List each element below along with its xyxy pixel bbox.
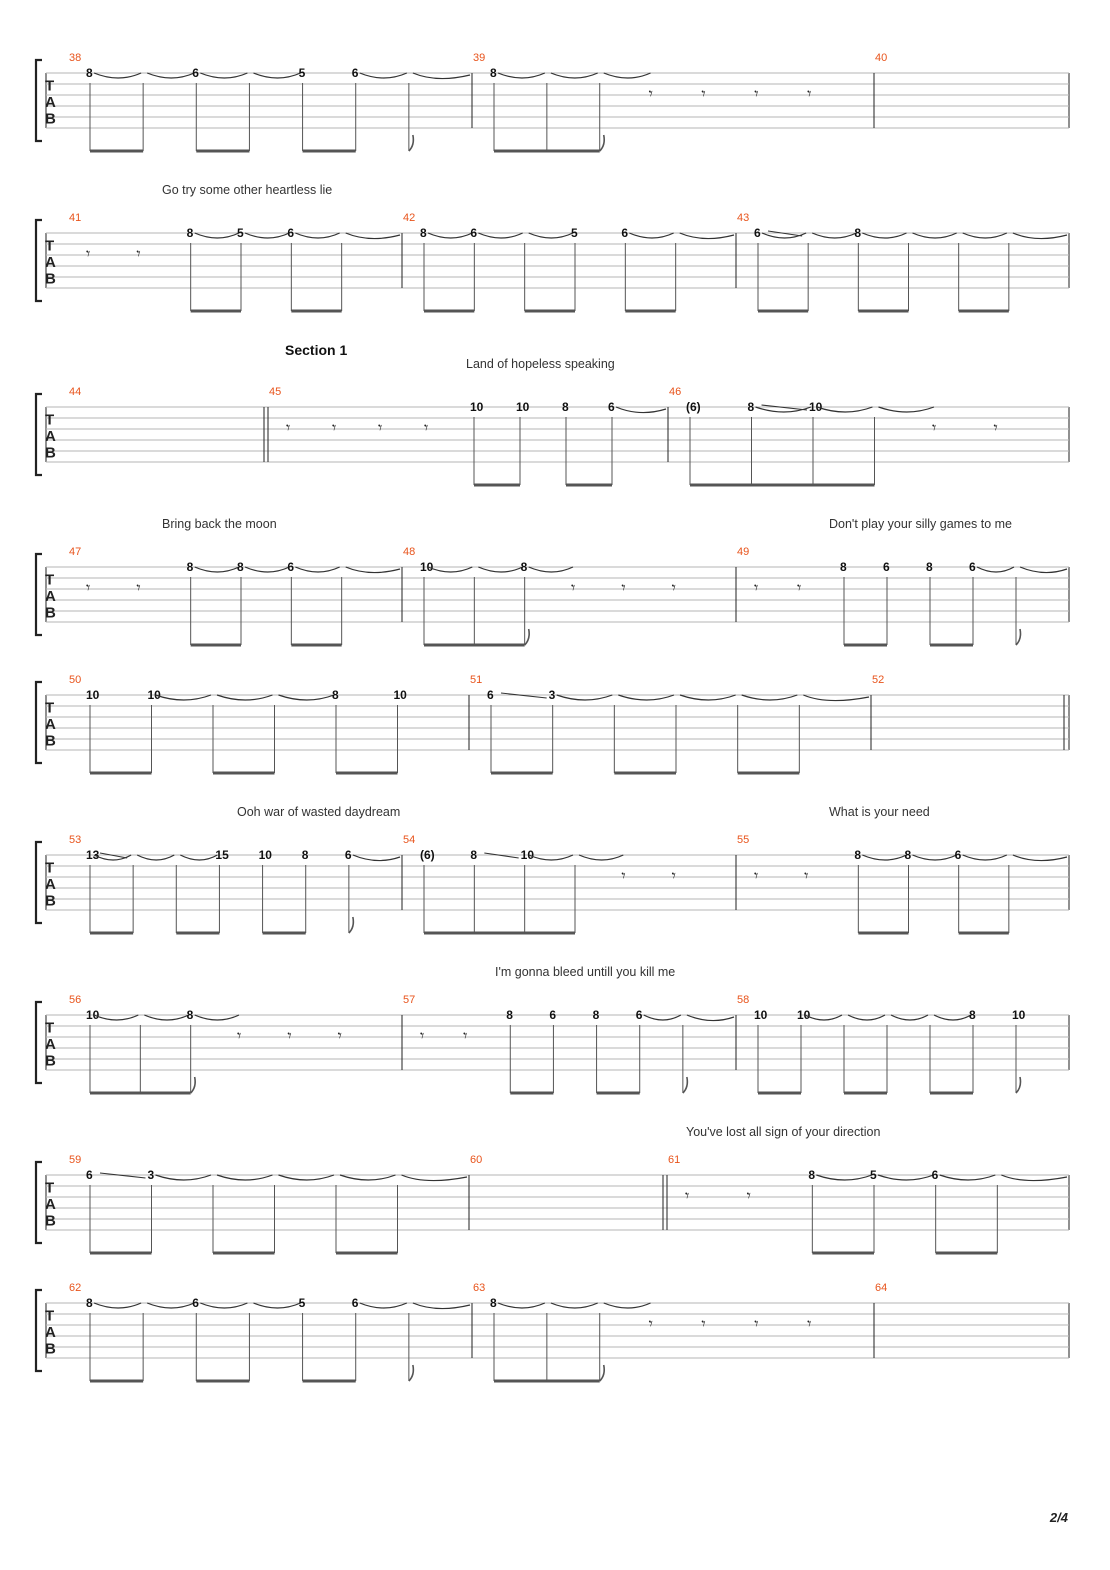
eighth-rest: 𝄾: [754, 84, 759, 103]
tie-arc: [137, 855, 174, 860]
fret-number: 8: [854, 848, 862, 862]
measure-number: 41: [69, 212, 82, 224]
measure-number: 64: [875, 1282, 888, 1294]
tie-arc: [180, 855, 217, 860]
eighth-rest: 𝄾: [621, 866, 626, 885]
tie-arc: [1020, 567, 1067, 573]
tie-arc: [680, 695, 736, 700]
eighth-rest: 𝄾: [754, 1314, 759, 1333]
fret-number: 5: [298, 66, 306, 80]
eighth-rest: 𝄾: [136, 244, 141, 263]
lyric-line: I'm gonna bleed untill you kill me: [495, 965, 676, 979]
measure-number: 53: [69, 834, 82, 846]
system-bracket: [36, 842, 42, 923]
tie-arc: [340, 1175, 396, 1180]
tie-arc: [742, 695, 798, 700]
fret-number: 8: [237, 560, 244, 574]
tie-arc: [616, 407, 666, 413]
tab-system: [36, 834, 1069, 933]
tab-clef-letter: B: [45, 1212, 56, 1230]
note-flag: [409, 1365, 414, 1381]
tie-arc: [478, 233, 522, 238]
tab-system: [36, 1154, 1069, 1253]
lyric-line: Go try some other heartless lie: [162, 183, 333, 197]
tie-arc: [279, 1175, 335, 1180]
tab-clef-letter: A: [45, 588, 56, 606]
tie-arc: [963, 855, 1007, 860]
measure-number: 58: [737, 994, 750, 1006]
note-flag: [409, 135, 414, 151]
fret-number: 10: [516, 400, 530, 414]
fret-number: 10: [754, 1008, 768, 1022]
eighth-rest: 𝄾: [337, 1026, 342, 1045]
tie-arc: [360, 1303, 407, 1308]
tie-arc: [253, 73, 300, 78]
tab-clef-letter: B: [45, 1340, 56, 1358]
tab-clef-letter: T: [45, 77, 55, 95]
eighth-rest: 𝄾: [86, 244, 91, 263]
tie-arc: [156, 1175, 212, 1180]
note-flag: [600, 135, 605, 151]
measure-number: 54: [403, 834, 416, 846]
eighth-rest: 𝄾: [701, 1314, 706, 1333]
measure-number: 55: [737, 834, 750, 846]
system-bracket: [36, 554, 42, 635]
note-flag: [1016, 629, 1021, 645]
measure-number: 63: [473, 1282, 486, 1294]
tab-system: [36, 674, 1069, 773]
tie-arc: [1013, 233, 1067, 239]
note-flag: [600, 1365, 605, 1381]
tie-arc: [848, 1015, 885, 1020]
fret-number: 8: [926, 560, 933, 574]
tie-arc: [413, 73, 470, 79]
fret-number: 3: [548, 688, 556, 702]
tab-clef-letter: T: [45, 859, 55, 877]
eighth-rest: 𝄾: [237, 1026, 242, 1045]
measure-number: 47: [69, 546, 82, 558]
lyric-line: Don't play your silly games to me: [829, 517, 1013, 531]
tie-arc: [413, 1303, 470, 1309]
fret-number: 8: [747, 400, 755, 414]
tie-arc: [879, 407, 935, 412]
fret-number: 6: [883, 560, 890, 574]
note-flag: [1016, 1077, 1021, 1093]
eighth-rest: 𝄾: [648, 84, 653, 103]
tie-arc: [1013, 855, 1067, 861]
eighth-rest: 𝄾: [807, 1314, 812, 1333]
fret-number: 8: [490, 66, 497, 80]
measure-number: 48: [403, 546, 416, 558]
page-number: 2/4: [1049, 1510, 1068, 1525]
tie-arc: [604, 73, 651, 78]
tab-system: [36, 1282, 1069, 1381]
eighth-rest: 𝄾: [287, 1026, 292, 1045]
eighth-rest: 𝄾: [136, 578, 141, 597]
fret-number: 6: [351, 1296, 359, 1310]
tab-clef-letter: T: [45, 1307, 55, 1325]
fret-number: 8: [592, 1008, 600, 1022]
fret-number: 8: [332, 688, 339, 702]
eighth-rest: 𝄾: [424, 418, 429, 437]
tie-arc: [940, 1175, 996, 1180]
tie-arc: [346, 233, 400, 239]
eighth-rest: 𝄾: [754, 866, 759, 885]
tab-clef-letter: T: [45, 411, 55, 429]
tie-arc: [862, 233, 906, 238]
tie-arc: [551, 1303, 598, 1308]
tie-arc: [94, 1015, 138, 1020]
measure-number: 39: [473, 52, 486, 64]
fret-number: 6: [86, 1168, 93, 1182]
eighth-rest: 𝄾: [332, 418, 337, 437]
fret-number: 6: [954, 848, 962, 862]
tie-arc: [551, 73, 598, 78]
measure-number: 44: [69, 386, 82, 398]
eighth-rest: 𝄾: [671, 578, 676, 597]
tie-arc: [353, 855, 400, 861]
measure-number: 59: [69, 1154, 82, 1166]
tab-clef-letter: B: [45, 1052, 56, 1070]
measure-number: 56: [69, 994, 82, 1006]
note-flag: [191, 1077, 196, 1093]
fret-number: 8: [854, 226, 862, 240]
tie-arc: [156, 695, 212, 700]
fret-number: 6: [351, 66, 359, 80]
tab-system: [36, 546, 1069, 645]
lyric-line: Land of hopeless speaking: [466, 357, 615, 371]
eighth-rest: 𝄾: [571, 578, 576, 597]
eighth-rest: 𝄾: [86, 578, 91, 597]
tab-clef-letter: B: [45, 732, 56, 750]
tab-clef-letter: A: [45, 1196, 56, 1214]
measure-number: 51: [470, 674, 483, 686]
tie-arc: [687, 1015, 734, 1021]
measure-number: 49: [737, 546, 750, 558]
measure-number: 62: [69, 1282, 82, 1294]
tie-arc: [360, 73, 407, 78]
fret-number: 10: [470, 400, 484, 414]
tie-arc: [618, 695, 674, 700]
tie-arc: [217, 1175, 273, 1180]
fret-number: (6): [686, 400, 701, 414]
tab-clef-letter: T: [45, 699, 55, 717]
note-flag: [683, 1077, 688, 1093]
tab-clef-letter: A: [45, 94, 56, 112]
fret-number: 6: [621, 226, 629, 240]
note-flag: [349, 917, 354, 933]
tab-clef-letter: B: [45, 110, 56, 128]
fret-number: 8: [186, 226, 194, 240]
tie-arc: [195, 1015, 239, 1020]
tie-arc: [94, 73, 141, 78]
fret-number: 8: [186, 1008, 194, 1022]
fret-number: 5: [571, 226, 578, 240]
fret-number: 6: [192, 66, 199, 80]
tie-arc: [144, 1015, 188, 1020]
measure-number: 57: [403, 994, 416, 1006]
tie-arc: [816, 1175, 872, 1180]
eighth-rest: 𝄾: [621, 578, 626, 597]
measure-number: 50: [69, 674, 82, 686]
tie-arc: [428, 567, 472, 572]
fret-number: 5: [237, 226, 244, 240]
tie-arc: [147, 1303, 194, 1308]
measure-number: 43: [737, 212, 750, 224]
fret-number: 6: [470, 226, 478, 240]
fret-number: 15: [215, 848, 229, 862]
lyric-line: Bring back the moon: [162, 517, 277, 531]
tie-arc: [878, 1175, 934, 1180]
fret-number: 6: [192, 1296, 199, 1310]
tie-arc: [346, 567, 400, 573]
tab-clef-letter: A: [45, 876, 56, 894]
tie-arc: [529, 855, 573, 860]
lyric-line: What is your need: [829, 805, 930, 819]
fret-number: 8: [490, 1296, 497, 1310]
tie-arc: [817, 407, 873, 412]
eighth-rest: 𝄾: [797, 578, 802, 597]
fret-number: 13: [86, 848, 100, 862]
fret-number: 8: [86, 66, 93, 80]
tab-clef-letter: T: [45, 1019, 55, 1037]
lyric-line: Ooh war of wasted daydream: [237, 805, 401, 819]
fret-number: 6: [287, 226, 295, 240]
tie-arc: [200, 73, 247, 78]
fret-number: 10: [797, 1008, 811, 1022]
fret-number: 8: [904, 848, 912, 862]
tie-arc: [529, 567, 573, 572]
tie-arc: [891, 1015, 928, 1020]
tab-clef-letter: A: [45, 1324, 56, 1342]
measure-number: 46: [669, 386, 682, 398]
tie-arc: [913, 855, 957, 860]
system-bracket: [36, 1002, 42, 1083]
measure-number: 61: [668, 1154, 681, 1166]
measure-number: 60: [470, 1154, 483, 1166]
fret-number: 10: [520, 848, 535, 862]
tie-arc: [245, 233, 289, 238]
eighth-rest: 𝄾: [671, 866, 676, 885]
tie-arc: [803, 695, 869, 701]
tie-arc: [812, 233, 856, 238]
tab-clef-letter: B: [45, 892, 56, 910]
tie-arc: [195, 567, 239, 572]
tab-system: [36, 386, 1069, 485]
tab-clef-letter: B: [45, 444, 56, 462]
fret-number: 8: [808, 1168, 816, 1182]
fret-number: 6: [969, 560, 976, 574]
tab-clef-letter: A: [45, 1036, 56, 1054]
tie-arc: [1001, 1175, 1067, 1181]
eighth-rest: 𝄾: [648, 1314, 653, 1333]
tie-arc: [680, 233, 734, 239]
eighth-rest: 𝄾: [463, 1026, 468, 1045]
tie-arc: [629, 233, 673, 238]
measure-number: 52: [872, 674, 885, 686]
eighth-rest: 𝄾: [932, 418, 937, 437]
eighth-rest: 𝄾: [807, 84, 812, 103]
fret-number: 8: [420, 226, 427, 240]
system-bracket: [36, 1162, 42, 1243]
fret-number: 8: [562, 400, 569, 414]
tie-arc: [478, 567, 522, 572]
measure-number: 40: [875, 52, 888, 64]
tie-arc: [217, 695, 273, 700]
eighth-rest: 𝄾: [701, 84, 706, 103]
fret-number: 8: [969, 1008, 976, 1022]
fret-number: 10: [147, 688, 161, 702]
tie-arc: [529, 233, 573, 238]
fret-number: 8: [520, 560, 528, 574]
tie-arc: [94, 1303, 141, 1308]
section-heading: Section 1: [285, 342, 348, 358]
measure-number: 45: [269, 386, 282, 398]
tie-arc: [805, 1015, 842, 1020]
tab-clef-letter: A: [45, 428, 56, 446]
tie-arc: [498, 73, 545, 78]
tie-arc: [579, 855, 623, 860]
fret-number: 8: [186, 560, 194, 574]
fret-number: 10: [420, 560, 434, 574]
fret-number: 10: [809, 400, 823, 414]
tie-arc: [279, 695, 335, 700]
tie-arc: [963, 233, 1007, 238]
fret-number: 8: [86, 1296, 93, 1310]
fret-number: 6: [608, 400, 615, 414]
tab-clef-letter: T: [45, 237, 55, 255]
tie-arc: [195, 233, 239, 238]
measure-number: 42: [403, 212, 416, 224]
fret-number: 10: [86, 1008, 100, 1022]
tie-arc: [913, 233, 957, 238]
fret-number: 6: [487, 688, 494, 702]
fret-number: 8: [840, 560, 847, 574]
fret-number: 10: [258, 848, 272, 862]
tab-clef-letter: T: [45, 571, 55, 589]
tab-system: [36, 52, 1069, 151]
eighth-rest: 𝄾: [993, 418, 998, 437]
tab-clef-letter: A: [45, 254, 56, 272]
fret-number: 6: [287, 560, 295, 574]
tie-arc: [644, 1015, 681, 1020]
eighth-rest: 𝄾: [685, 1186, 690, 1205]
fret-number: 10: [1012, 1008, 1026, 1022]
system-bracket: [36, 682, 42, 763]
fret-number: 6: [549, 1008, 557, 1022]
eighth-rest: 𝄾: [420, 1026, 425, 1045]
lyric-line: You've lost all sign of your direction: [686, 1125, 881, 1139]
fret-number: 5: [870, 1168, 877, 1182]
tie-arc: [295, 567, 339, 572]
fret-number: 6: [635, 1008, 643, 1022]
eighth-rest: 𝄾: [754, 578, 759, 597]
eighth-rest: 𝄾: [746, 1186, 751, 1205]
fret-number: 6: [754, 226, 761, 240]
tie-arc: [402, 1175, 468, 1181]
eighth-rest: 𝄾: [286, 418, 291, 437]
fret-number: 8: [506, 1008, 513, 1022]
note-flag: [525, 629, 530, 645]
fret-number: 6: [344, 848, 352, 862]
fret-number: 5: [298, 1296, 306, 1310]
tie-arc: [977, 567, 1014, 572]
fret-number: 10: [86, 688, 100, 702]
fret-number: 3: [147, 1168, 155, 1182]
tab-clef-letter: B: [45, 604, 56, 622]
tie-arc: [200, 1303, 247, 1308]
tie-arc: [862, 855, 906, 860]
tab-clef-letter: A: [45, 716, 56, 734]
tie-arc: [253, 1303, 300, 1308]
tie-arc: [295, 233, 339, 238]
system-bracket: [36, 394, 42, 475]
tie-arc: [498, 1303, 545, 1308]
tie-arc: [245, 567, 289, 572]
fret-number: 8: [301, 848, 309, 862]
tie-arc: [557, 695, 613, 700]
tab-system: [36, 212, 1069, 311]
tab-clef-letter: T: [45, 1179, 55, 1197]
tie-arc: [147, 73, 194, 78]
measure-number: 38: [69, 52, 82, 64]
fret-number: 8: [470, 848, 478, 862]
tie-arc: [604, 1303, 651, 1308]
tie-arc: [934, 1015, 971, 1020]
system-bracket: [36, 60, 42, 141]
tab-system: [36, 994, 1069, 1093]
fret-number: 6: [931, 1168, 939, 1182]
eighth-rest: 𝄾: [804, 866, 809, 885]
tie-arc: [428, 233, 472, 238]
tab-clef-letter: B: [45, 270, 56, 288]
fret-number: (6): [420, 848, 435, 862]
fret-number: 10: [393, 688, 407, 702]
eighth-rest: 𝄾: [378, 418, 383, 437]
system-bracket: [36, 1290, 42, 1371]
system-bracket: [36, 220, 42, 301]
